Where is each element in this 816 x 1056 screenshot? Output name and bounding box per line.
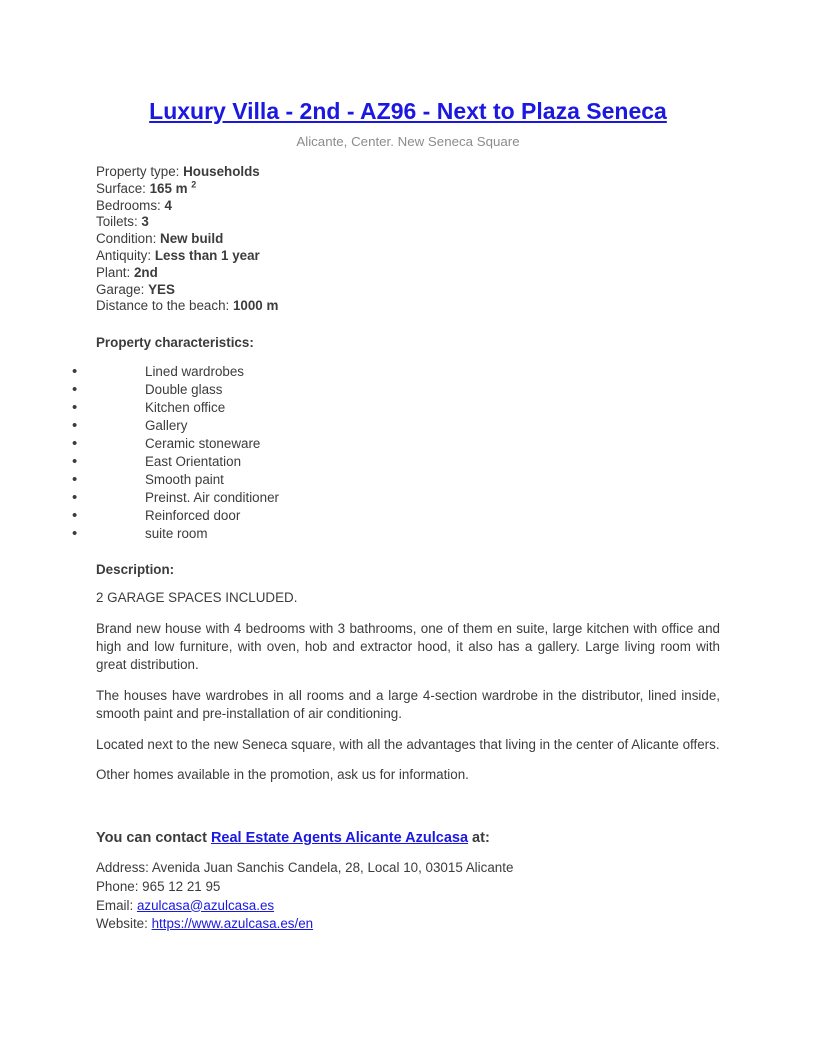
listing-subtitle: Alicante, Center. New Seneca Square (296, 134, 520, 149)
detail-value: 165 m (149, 180, 192, 196)
characteristic-item: • Reinforced door (72, 507, 720, 525)
detail-label: Surface: (96, 180, 150, 196)
description-paragraphs (96, 589, 720, 784)
detail-label: Condition: (96, 231, 161, 247)
detail-label: Toilets: (96, 214, 142, 230)
detail-value: 4 (164, 197, 172, 213)
website-link[interactable]: https://www.azulcasa.es/en (151, 916, 314, 932)
listing-title-link[interactable]: Luxury Villa - 2nd - AZ96 - Next to Plaza Seneca (149, 98, 667, 124)
detail-label: Property type: (96, 164, 184, 179)
description-paragraph: Located next to the new Seneca square, with all the advantages that living in the center of Alicante offers. (96, 736, 720, 752)
detail-label: Bedrooms: (96, 197, 165, 213)
characteristic-item: • Preinst. Air conditioner (72, 489, 720, 507)
detail-line (96, 198, 720, 215)
characteristic-item: • Smooth paint (72, 471, 720, 489)
contact-heading-suffix: at: (468, 830, 490, 847)
characteristic-item: • East Orientation (72, 453, 720, 471)
detail-line (96, 265, 720, 282)
detail-line (96, 298, 720, 315)
characteristic-item: • Ceramic stoneware (72, 435, 720, 453)
characteristics-list (72, 363, 720, 543)
contact-line-label: Website: (96, 916, 152, 932)
detail-line (96, 214, 720, 231)
detail-value: New build (160, 231, 224, 247)
contact-heading (96, 830, 720, 846)
detail-label: Antiquity: (96, 247, 155, 263)
detail-value: 2nd (133, 264, 158, 280)
detail-value: Less than 1 year (154, 247, 260, 263)
page-title (96, 98, 720, 125)
detail-label: Garage: (96, 281, 149, 297)
contact-line-label: Address: (96, 860, 152, 876)
description-heading: Description: (96, 562, 175, 578)
contact-line-label: Email: (96, 897, 137, 913)
contact-block (96, 859, 720, 933)
detail-value: 3 (141, 214, 149, 230)
description-paragraph: Other homes available in the promotion, ask us for information. (96, 767, 469, 783)
characteristic-item: • Double glass (72, 381, 720, 399)
description-paragraph: The houses have wardrobes in all rooms and a large 4-section wardrobe in the distributor, lined inside, smooth paint and pre-installation of air conditioning. (96, 687, 720, 722)
contact-line-label: Phone: (96, 879, 143, 895)
detail-label: Plant: (96, 264, 134, 280)
detail-value: YES (148, 281, 175, 297)
contact-line (96, 915, 720, 934)
detail-line (96, 248, 720, 265)
characteristic-item: • Kitchen office (72, 399, 720, 417)
contact-line-value: 965 12 21 95 (142, 879, 221, 895)
detail-line (96, 282, 720, 299)
email-link[interactable]: azulcasa@azulcasa.es (136, 897, 275, 913)
detail-value: 1000 m (232, 298, 279, 314)
detail-line (96, 231, 720, 248)
detail-line (96, 181, 720, 198)
contact-line (96, 897, 720, 916)
detail-value-superscript: 2 (191, 179, 197, 190)
description-paragraph: Brand new house with 4 bedrooms with 3 bathrooms, one of them en suite, large kitchen with office and high and low furniture, with oven, hob and extractor hood, it also has a gallery. Large living room with great distribution. (96, 620, 720, 673)
contact-line-value: Avenida Juan Sanchis Candela, 28, Local 10, 03015 Alicante (151, 860, 514, 876)
characteristic-item: • Lined wardrobes (72, 363, 720, 381)
detail-label: Distance to the beach: (96, 298, 233, 314)
property-details (96, 164, 720, 315)
characteristics-heading: Property characteristics: (96, 335, 254, 351)
characteristic-item: • Gallery (72, 417, 720, 435)
characteristic-item: • suite room (72, 525, 720, 543)
contact-heading-prefix: You can contact (96, 830, 211, 847)
agency-link[interactable]: Real Estate Agents Alicante Azulcasa (210, 830, 469, 847)
detail-value: Households (183, 164, 260, 179)
contact-line (96, 878, 720, 897)
description-paragraph: 2 GARAGE SPACES INCLUDED. (96, 590, 298, 606)
contact-line (96, 859, 720, 878)
detail-line (96, 164, 720, 181)
